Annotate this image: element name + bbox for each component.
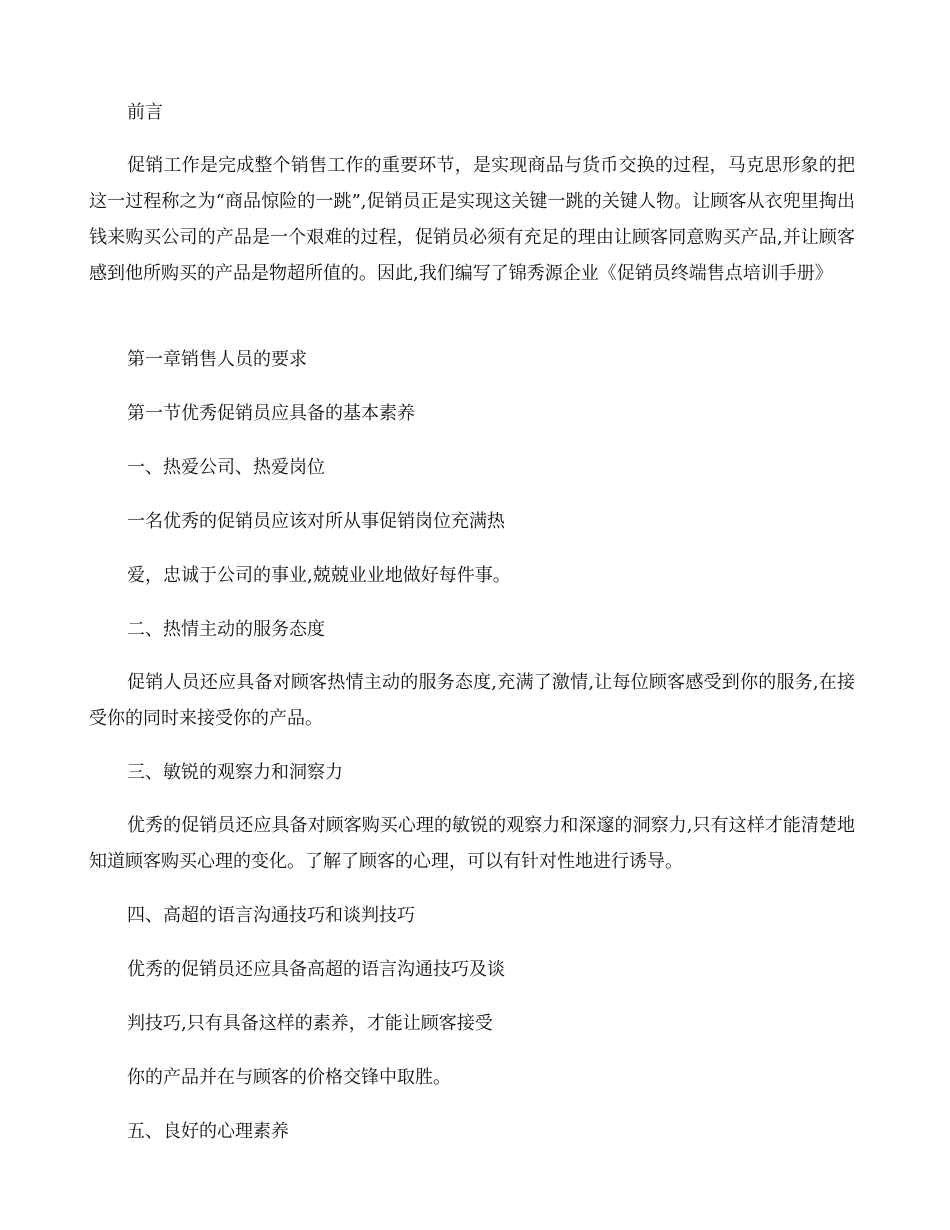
item-2-paragraph: 促销人员还应具备对顾客热情主动的服务态度,充满了激情,让每位顾客感受到你的服务,在接受你的同时来接受你的产品。 <box>89 672 855 729</box>
section-title: 第一节优秀促销员应具备的基本素养 <box>127 403 415 424</box>
item-3-heading: 三、敏锐的观察力和洞察力 <box>127 762 343 783</box>
item-1-text-line-1: 一名优秀的促销员应该对所从事促销岗位充满热 <box>127 511 505 532</box>
item-4-text-line-2: 判技巧,只有具备这样的素养，才能让顾客接受 <box>127 1013 493 1034</box>
preface-paragraph: 促销工作是完成整个销售工作的重要环节，是实现商品与货币交换的过程，马克思形象的把这一过程称之为“商品惊险的一跳”,促销员正是实现这关键一跳的关键人物。让顾客从衣兜里掏出钱来购买公司的产品是一个艰难的过程，促销员必须有充足的理由让顾客同意购买产品,并让顾客感到他所购买的产品是物超所值的。因此,我们编写了锦秀源企业《促销员终端售点培训手册》 <box>89 155 855 284</box>
preface-title: 前言 <box>127 102 163 123</box>
item-2-heading: 二、热情主动的服务态度 <box>127 619 325 640</box>
item-1-text-line-2: 爱，忠诚于公司的事业,兢兢业业地做好每件事。 <box>127 565 511 586</box>
item-4-text-line-1: 优秀的促销员还应具备高超的语言沟通技巧及谈 <box>127 959 505 980</box>
item-4-text-line-3: 你的产品并在与顾客的价格交锋中取胜。 <box>127 1067 451 1088</box>
item-5-heading: 五、良好的心理素养 <box>127 1121 289 1142</box>
item-4-heading: 四、高超的语言沟通技巧和谈判技巧 <box>127 905 415 926</box>
chapter-title: 第一章销售人员的要求 <box>127 349 307 370</box>
item-3-paragraph: 优秀的促销员还应具备对顾客购买心理的敏锐的观察力和深邃的洞察力,只有这样才能清楚地知道顾客购买心理的变化。了解了顾客的心理，可以有针对性地进行诱导。 <box>89 815 855 872</box>
item-1-heading: 一、热爱公司、热爱岗位 <box>127 457 325 478</box>
